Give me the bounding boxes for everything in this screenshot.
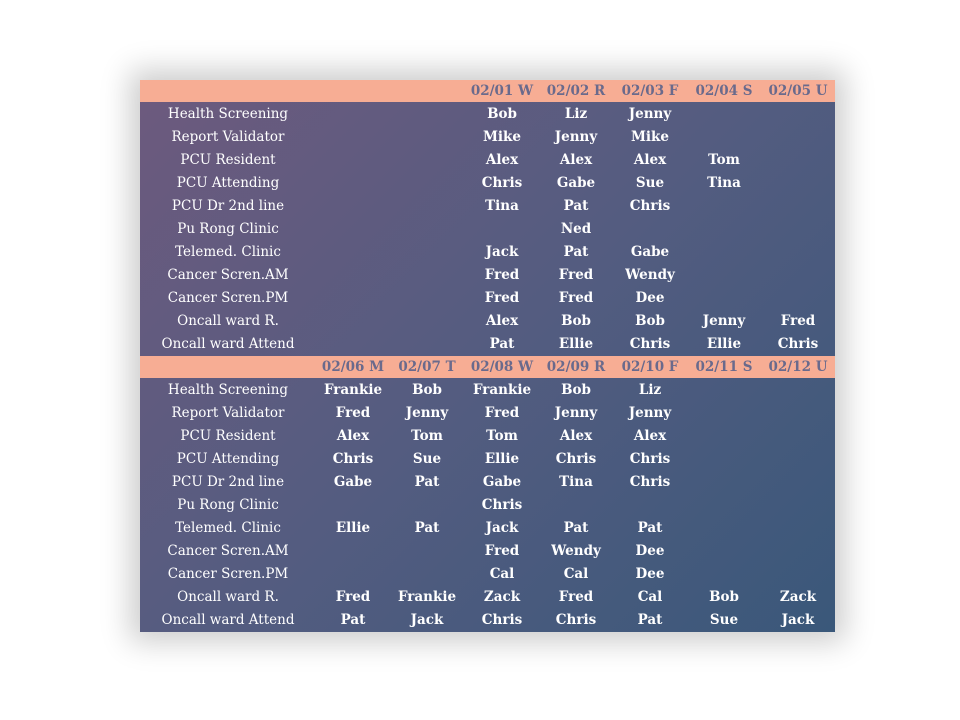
duty-row (140, 563, 835, 586)
date-header-cell (390, 80, 464, 102)
duty-label: Oncall ward R. (177, 589, 279, 605)
assignment-cell (687, 241, 761, 264)
assignment-cell (687, 264, 761, 287)
assignment-cell: Frankie (397, 589, 457, 605)
assignment-cell: Alex (336, 428, 370, 444)
assignment-cell (316, 540, 390, 563)
assignment-cell (613, 218, 687, 241)
assignment-cell: Tina (559, 474, 593, 490)
assignment-cell (687, 517, 761, 540)
assignment-cell (761, 195, 835, 218)
assignment-cell (761, 172, 835, 195)
assignment-cell: Fred (484, 290, 520, 306)
assignment-cell (687, 218, 761, 241)
duty-row (140, 149, 835, 172)
assignment-cell: Fred (484, 543, 520, 559)
duty-row (140, 379, 835, 402)
assignment-cell (390, 172, 464, 195)
assignment-cell (761, 379, 835, 402)
assignment-cell: Pat (563, 520, 589, 536)
assignment-cell: Alex (559, 428, 593, 444)
assignment-cell (761, 103, 835, 126)
assignment-cell (316, 494, 390, 517)
duty-label: Cancer Scren.AM (167, 543, 289, 559)
assignment-cell (761, 264, 835, 287)
assignment-cell (316, 264, 390, 287)
assignment-cell: Liz (638, 382, 662, 398)
duty-label: Report Validator (171, 129, 285, 145)
duty-label: Oncall ward Attend (161, 336, 295, 352)
duty-row (140, 448, 835, 471)
assignment-cell: Tina (707, 175, 741, 191)
assignment-cell (390, 103, 464, 126)
assignment-cell: Cal (563, 566, 589, 582)
assignment-cell (761, 402, 835, 425)
duty-label: Cancer Scren.PM (167, 290, 289, 306)
assignment-cell (390, 563, 464, 586)
assignment-cell: Fred (558, 267, 594, 283)
assignment-cell (761, 540, 835, 563)
assignment-cell: Pat (414, 520, 440, 536)
assignment-cell (465, 218, 539, 241)
assignment-cell: Jenny (628, 405, 672, 421)
duty-row (140, 172, 835, 195)
duty-label: Cancer Scren.PM (167, 566, 289, 582)
assignment-cell (316, 103, 390, 126)
duty-row (140, 218, 835, 241)
duty-row (140, 287, 835, 310)
assignment-cell (316, 287, 390, 310)
assignment-cell (613, 494, 687, 517)
duty-label: Cancer Scren.AM (167, 267, 289, 283)
assignment-cell (761, 287, 835, 310)
assignment-cell: Alex (633, 152, 667, 168)
assignment-cell (316, 126, 390, 149)
duty-label: Report Validator (171, 405, 285, 421)
assignment-cell (761, 218, 835, 241)
assignment-cell (316, 218, 390, 241)
duty-row (140, 103, 835, 126)
assignment-cell: Sue (412, 451, 442, 467)
duty-label: Health Screening (167, 106, 289, 122)
duty-row (140, 540, 835, 563)
date-header-cell (316, 80, 390, 102)
duty-label: Telemed. Clinic (175, 520, 281, 536)
duty-label: PCU Attending (176, 175, 280, 191)
duty-label: Pu Rong Clinic (177, 221, 279, 237)
assignment-cell: Pat (563, 198, 589, 214)
assignment-cell: Chris (481, 497, 523, 513)
assignment-cell: Bob (561, 313, 591, 329)
assignment-cell (687, 425, 761, 448)
assignment-cell (761, 448, 835, 471)
date-header-cell: 02/11 S (695, 359, 753, 375)
duty-row (140, 494, 835, 517)
duty-label: Telemed. Clinic (175, 244, 281, 260)
date-header-cell: 02/02 R (546, 83, 606, 99)
assignment-cell (316, 333, 390, 356)
assignment-cell (761, 149, 835, 172)
assignment-cell (687, 471, 761, 494)
assignment-cell: Bob (561, 382, 591, 398)
assignment-cell: Chris (629, 198, 671, 214)
assignment-cell: Fred (484, 405, 520, 421)
assignment-cell: Alex (485, 152, 519, 168)
date-header-cell: 02/07 T (398, 359, 456, 375)
assignment-cell: Chris (629, 474, 671, 490)
assignment-cell: Cal (637, 589, 663, 605)
date-header-row (140, 80, 835, 102)
duty-row (140, 517, 835, 540)
assignment-cell (390, 287, 464, 310)
assignment-cell (539, 494, 613, 517)
assignment-cell: Jenny (628, 106, 672, 122)
assignment-cell (390, 310, 464, 333)
date-header-cell: 02/10 F (621, 359, 679, 375)
assignment-cell (761, 517, 835, 540)
assignment-cell (761, 425, 835, 448)
assignment-cell (687, 287, 761, 310)
duty-row (140, 264, 835, 287)
date-header-cell: 02/04 S (695, 83, 753, 99)
assignment-cell (687, 103, 761, 126)
assignment-cell: Bob (412, 382, 442, 398)
assignment-cell: Mike (630, 129, 669, 145)
assignment-cell: Jenny (702, 313, 746, 329)
assignment-cell: Fred (558, 290, 594, 306)
duty-row (140, 586, 835, 609)
assignment-cell: Tina (485, 198, 519, 214)
assignment-cell: Ned (560, 221, 592, 237)
assignment-cell: Chris (629, 451, 671, 467)
assignment-cell: Cal (489, 566, 515, 582)
assignment-cell: Fred (335, 589, 371, 605)
assignment-cell: Bob (487, 106, 517, 122)
date-header-cell: 02/01 W (470, 83, 534, 99)
assignment-cell: Alex (633, 428, 667, 444)
assignment-cell (390, 241, 464, 264)
assignment-cell: Jack (410, 612, 444, 628)
assignment-cell: Ellie (335, 520, 371, 536)
date-header-cell: 02/05 U (768, 83, 828, 99)
date-header-cell: 02/03 F (621, 83, 679, 99)
assignment-cell: Jack (485, 520, 519, 536)
assignment-cell (761, 563, 835, 586)
assignment-cell (761, 494, 835, 517)
assignment-cell (761, 126, 835, 149)
assignment-cell (390, 264, 464, 287)
assignment-cell: Alex (559, 152, 593, 168)
assignment-cell: Zack (483, 589, 521, 605)
duty-label: PCU Resident (180, 428, 276, 444)
date-header-cell: 02/09 R (546, 359, 606, 375)
assignment-cell: Fred (484, 267, 520, 283)
assignment-cell: Fred (780, 313, 816, 329)
assignment-cell: Gabe (333, 474, 373, 490)
assignment-cell (316, 310, 390, 333)
assignment-cell: Pat (637, 520, 663, 536)
assignment-cell: Fred (335, 405, 371, 421)
assignment-cell: Chris (555, 612, 597, 628)
assignment-cell (687, 379, 761, 402)
assignment-cell: Frankie (323, 382, 383, 398)
assignment-cell: Jack (485, 244, 519, 260)
assignment-cell: Bob (635, 313, 665, 329)
assignment-cell: Jenny (405, 405, 449, 421)
assignment-cell: Jenny (554, 129, 598, 145)
assignment-cell: Liz (564, 106, 588, 122)
schedule-sheet (140, 80, 835, 632)
assignment-cell (687, 195, 761, 218)
assignment-cell: Pat (489, 336, 515, 352)
assignment-cell: Frankie (472, 382, 532, 398)
duty-label: PCU Resident (180, 152, 276, 168)
assignment-cell: Chris (481, 175, 523, 191)
assignment-cell: Chris (629, 336, 671, 352)
date-header-row (140, 356, 835, 378)
assignment-cell (687, 563, 761, 586)
assignment-cell: Ellie (484, 451, 520, 467)
duty-label: PCU Dr 2nd line (171, 474, 285, 490)
date-header-cell: 02/08 W (470, 359, 534, 375)
duty-label: Health Screening (167, 382, 289, 398)
assignment-cell: Chris (481, 612, 523, 628)
assignment-cell: Chris (777, 336, 819, 352)
assignment-cell (390, 195, 464, 218)
assignment-cell: Sue (635, 175, 665, 191)
assignment-cell (390, 494, 464, 517)
date-header-cell: 02/06 M (321, 359, 385, 375)
assignment-cell: Gabe (630, 244, 670, 260)
assignment-cell: Ellie (558, 336, 594, 352)
duty-row (140, 126, 835, 149)
assignment-cell (316, 172, 390, 195)
duty-label: PCU Dr 2nd line (171, 198, 285, 214)
assignment-cell (761, 471, 835, 494)
assignment-cell (316, 149, 390, 172)
assignment-cell: Alex (485, 313, 519, 329)
assignment-cell (761, 241, 835, 264)
duty-row (140, 195, 835, 218)
assignment-cell: Wendy (625, 267, 675, 283)
assignment-cell: Dee (635, 566, 665, 582)
duty-row (140, 241, 835, 264)
assignment-cell: Wendy (551, 543, 601, 559)
assignment-cell: Gabe (482, 474, 522, 490)
assignment-cell: Dee (635, 543, 665, 559)
assignment-cell: Pat (414, 474, 440, 490)
assignment-cell: Gabe (556, 175, 596, 191)
duty-label: Pu Rong Clinic (177, 497, 279, 513)
assignment-cell (390, 333, 464, 356)
duty-label: Oncall ward Attend (161, 612, 295, 628)
assignment-cell: Chris (555, 451, 597, 467)
assignment-cell: Tom (411, 428, 443, 444)
assignment-cell (316, 195, 390, 218)
duty-row (140, 471, 835, 494)
duty-row (140, 333, 835, 356)
assignment-cell: Mike (482, 129, 521, 145)
assignment-cell (687, 540, 761, 563)
assignment-cell (316, 563, 390, 586)
duty-label: Oncall ward R. (177, 313, 279, 329)
assignment-cell: Chris (332, 451, 374, 467)
assignment-cell: Tom (486, 428, 518, 444)
assignment-cell: Jenny (554, 405, 598, 421)
duty-row (140, 402, 835, 425)
assignment-cell: Ellie (706, 336, 742, 352)
assignment-cell (390, 126, 464, 149)
assignment-cell (390, 218, 464, 241)
assignment-cell: Bob (709, 589, 739, 605)
assignment-cell (390, 149, 464, 172)
assignment-cell (687, 494, 761, 517)
assignment-cell: Sue (709, 612, 739, 628)
duty-label: PCU Attending (176, 451, 280, 467)
assignment-cell: Pat (340, 612, 366, 628)
duty-row (140, 425, 835, 448)
assignment-cell: Jack (781, 612, 815, 628)
assignment-cell (390, 540, 464, 563)
duty-row (140, 310, 835, 333)
assignment-cell: Pat (563, 244, 589, 260)
assignment-cell: Dee (635, 290, 665, 306)
assignment-cell (687, 402, 761, 425)
assignment-cell: Fred (558, 589, 594, 605)
assignment-cell: Tom (708, 152, 740, 168)
date-header-cell: 02/12 U (768, 359, 828, 375)
assignment-cell (316, 241, 390, 264)
assignment-cell: Zack (779, 589, 817, 605)
assignment-cell (687, 126, 761, 149)
assignment-cell: Pat (637, 612, 663, 628)
duty-row (140, 609, 835, 632)
assignment-cell (687, 448, 761, 471)
